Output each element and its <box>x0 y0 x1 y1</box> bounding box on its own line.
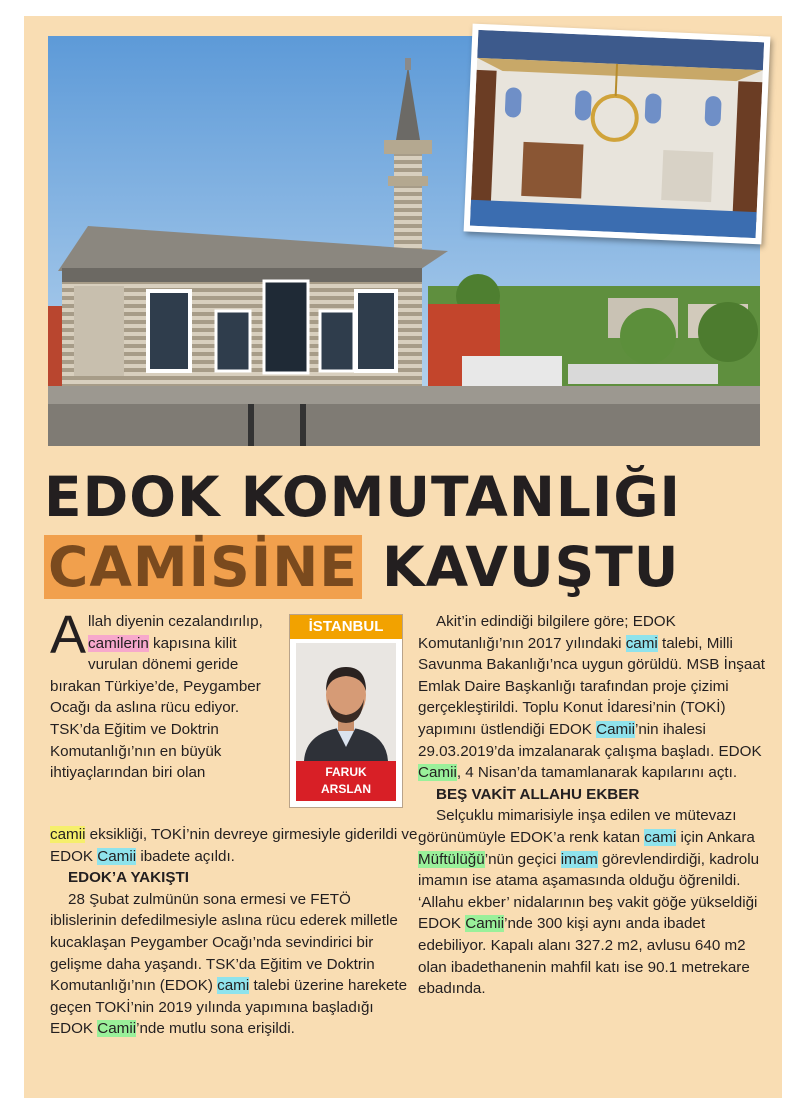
mosque-interior-photo <box>464 24 771 245</box>
text: 28 Şubat zulmünün sona ermesi ve FETÖ iblislerinin defedilmesiyle aslına rücu ederek milletle kucaklaşan Peygamber Ocağı’nda sevindirici bir gelişme daha yaşandı. TSK’da Eğitim ve Doktrin Komutanlığı’nın (EDOK) <box>50 890 398 995</box>
highlight-word: cami <box>625 634 658 652</box>
text: talebi üzerine harekete geçen TOKİ’nin 2019 yılında yapımına başladığı EDOK <box>50 977 408 1038</box>
highlight-word: cami <box>217 977 250 995</box>
highlight-word: Camii <box>97 1020 137 1038</box>
intro-paragraph-cont <box>50 824 420 867</box>
headline-line2-rest: KAVUŞTU <box>381 535 680 599</box>
text: Akit’in edindiği bilgilere göre; EDOK Komutanlığı’nın 2017 yılındaki <box>418 613 676 652</box>
text: eksikliği, TOKİ’nin devreye girmesiyle giderildi ve EDOK <box>50 826 418 865</box>
author-photo <box>296 643 396 761</box>
highlight-word: cami <box>644 828 677 846</box>
subheading-edoka-yakisti: EDOK’A YAKIŞTI <box>68 869 189 887</box>
subheading-bes-vakit: BEŞ VAKİT ALLAHU EKBER <box>436 785 640 803</box>
text: , 4 Nisan’da tamamlanarak kapılarını açtı. <box>456 764 738 782</box>
author-city-badge: İSTANBUL <box>290 615 402 639</box>
left-column-body <box>50 824 420 1040</box>
text: görevlendirdiği, kadrolu imamın ise atama aşamasında olduğu öğrenildi. ‘Allahu ekber’ nidalarının beş vakit göğe yükseldiği EDOK <box>418 850 760 933</box>
author-box <box>289 614 403 808</box>
dropcap: A <box>50 605 87 665</box>
headline-highlight: CAMİSİNE <box>44 535 362 599</box>
author-first-name: FARUK <box>325 765 367 779</box>
headline-line2 <box>44 532 774 602</box>
text: ’nin ihalesi 29.03.2019’da imzalanarak çalışma başladı. EDOK <box>418 720 762 760</box>
highlight-word: Camii <box>97 847 137 865</box>
highlight-word: imam <box>560 850 598 868</box>
author-name-badge <box>296 761 396 801</box>
right-column <box>418 611 768 1000</box>
text: için Ankara <box>676 828 755 846</box>
text: kapısına kilit vurulan dönemi geride bırakan Türkiye’de, Peygamber Ocağı da aslına rücu ediyor. TSK’da Eğitim ve Doktrin Komutanlığı’nın en büyük ihtiyaçlarından biri olan <box>50 634 261 782</box>
text: ’nün geçici <box>484 850 561 868</box>
paragraph-3 <box>418 611 768 784</box>
paragraph-2 <box>50 889 420 1040</box>
intro-paragraph <box>50 605 290 784</box>
paragraph-4 <box>418 805 768 999</box>
text: talebi, Milli Savunma Bakanlığı’nca uygun görüldü. MSB İnşaat Emlak Daire Başkanlığı tarafından proje çizimi gerçekleştirildi. Toplu Konut İdaresi’nin (TOKİ) yapımını üstlendiği EDOK <box>418 634 765 738</box>
text: ’nde 300 kişi aynı anda ibadet edebiliyor. Kapalı alanı 327.2 m2, avlusu 640 m2 olan ibadethanenin mahfil katı ise 90.1 metrekare ebadında. <box>418 915 750 998</box>
highlight-word: camii <box>50 826 86 843</box>
text: ibadete açıldı. <box>136 847 235 865</box>
headline <box>44 462 774 602</box>
highlight-word: camilerin <box>88 634 149 652</box>
text: ’nde mutlu sona erişildi. <box>136 1020 295 1038</box>
text: llah diyenin cezalandırılıp, <box>88 613 263 630</box>
highlight-word: Camii <box>418 764 457 782</box>
text: Selçuklu mimarisiyle inşa edilen ve mütevazı görünümüyle EDOK’a renk katan <box>418 807 737 846</box>
author-last-name: ARSLAN <box>321 782 371 796</box>
headline-line1: EDOK KOMUTANLIĞI <box>44 465 682 529</box>
highlight-word: Müftülüğü <box>418 850 485 868</box>
highlight-word: Camii <box>465 915 505 933</box>
highlight-word: Camii <box>596 720 635 738</box>
left-column-intro <box>50 605 290 784</box>
newspaper-page <box>24 16 782 1098</box>
